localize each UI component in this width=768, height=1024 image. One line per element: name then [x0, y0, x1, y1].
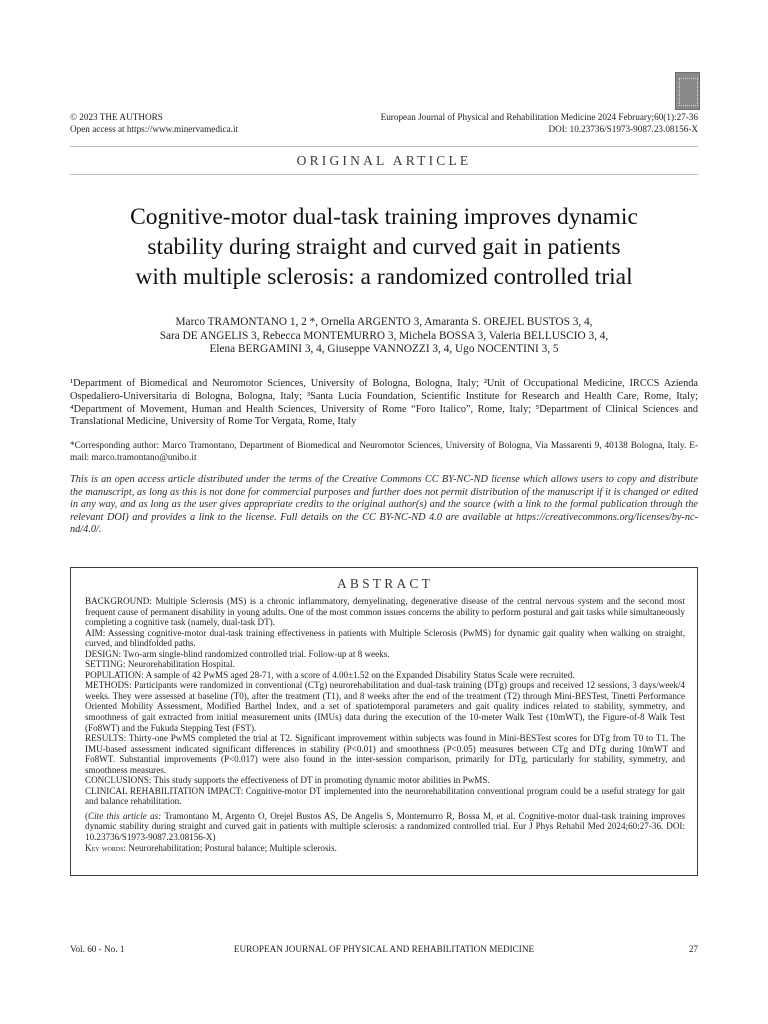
- article-title: [70, 202, 698, 292]
- title-line: Cognitive-motor dual-task training improves dynamic: [130, 204, 638, 230]
- keywords-label: Key words:: [85, 842, 127, 853]
- title-line: with multiple sclerosis: a randomized controlled trial: [135, 264, 633, 290]
- abstract-conclusions: CONCLUSIONS: This study supports the effectiveness of DT in promoting dynamic motor abilities in PwMS.: [85, 775, 490, 786]
- open-access-line[interactable]: Open access at https://www.minervamedica.it: [70, 123, 239, 134]
- citation: [85, 811, 685, 843]
- doi-line: DOI: 10.23736/S1973-9087.23.08156-X: [548, 123, 698, 134]
- abstract-body: [85, 596, 685, 853]
- journal-logo: [675, 72, 700, 110]
- footer-volume: Vol. 60 - No. 1: [70, 944, 125, 954]
- license-notice: This is an open access article distributed under the terms of the Creative Commons CC BY-NC-ND license which allows users to copy and distribute the manuscript, as long as this is not done for commercial purposes and further does not permit distribution of the manuscript if it is changed or edited in any way, and as long as the user gives appropriate credits to the original author(s) and the source (with a link to the formal publication through the relevant DOI) and provides a link to the license. Full details on the CC BY-NC-ND 4.0 are available at https://creativecommons.org/licenses/by-nc-nd/4.0/.: [70, 474, 698, 536]
- abstract-aim: AIM: Assessing cognitive-motor dual-task training effectiveness in patients with Multiple Sclerosis (PwMS) for dynamic gait quality when walking on straight, curved, and blindfolded paths.: [85, 627, 685, 649]
- corresponding-author: *Corresponding author: Marco Tramontano, Department of Biomedical and Neuromotor Sciences, University of Bologna, Via Massarenti 9, 40138 Bologna, Italy. E-mail: marco.tramontano@unibo.it: [70, 441, 698, 463]
- abstract-impact: CLINICAL REHABILITATION IMPACT: Cognitive-motor DT implemented into the neurorehabilitation conventional program could be a useful strategy for gait and balance rehabilitation.: [85, 785, 685, 807]
- abstract-population: POPULATION: A sample of 42 PwMS aged 28-71, with a score of 4.00±1.52 on the Expanded Disability Status Scale were recruited.: [85, 669, 575, 680]
- header-right: [381, 112, 698, 135]
- abstract-box: [70, 567, 698, 876]
- header-rule-bottom: [70, 174, 698, 175]
- copyright-line: © 2023 THE AUTHORS: [70, 112, 163, 122]
- author-list: [70, 316, 698, 357]
- affiliations: ¹Department of Biomedical and Neuromotor Sciences, University of Bologna, Bologna, Italy; ²Unit of Occupational Medicine, IRCCS Azienda Ospedaliero-Universitaria di Bologna, Bologna, Italy; ³Santa Lucia Foundation, Scientific Institute for Research and Health Care, Rome, Italy; ⁴Department of Movement, Human and Health Sciences, University of Rome “Foro Italico”, Rome, Italy; ⁵Department of Clinical Sciences and Translational Medicine, University of Rome Tor Vergata, Rome, Italy: [70, 378, 698, 428]
- citation-text: Tramontano M, Argento O, Orejel Bustos AS, De Angelis S, Montemurro R, Bossa M, et al. Cognitive-motor dual-task training improves dynamic stability during straight and curved gait in patients with multiple sclerosis: a randomized controlled trial. Eur J Phys Rehabil Med 2024;60:27-36. DOI: 10.23736/S1973-9087.23.08156-X): [85, 810, 685, 843]
- section-label: ORIGINAL ARTICLE: [296, 153, 472, 168]
- keywords: [85, 843, 685, 854]
- author-line: Marco TRAMONTANO 1, 2 *, Ornella ARGENTO 3, Amaranta S. OREJEL BUSTOS 3, 4,: [175, 316, 593, 328]
- citation-label: Cite this article as:: [88, 810, 162, 821]
- abstract-design: DESIGN: Two-arm single-blind randomized controlled trial. Follow-up at 8 weeks.: [85, 648, 390, 659]
- abstract-setting: SETTING: Neurorehabilitation Hospital.: [85, 659, 235, 670]
- title-line: stability during straight and curved gait in patients: [147, 234, 621, 260]
- page-number: 27: [688, 944, 698, 954]
- abstract-methods: METHODS: Participants were randomized in conventional (CTg) neurorehabilitation and dual-task training (DTg) groups and received 12 sessions, 3 days/week/4 weeks. They were assessed at baseline (T0), after the treatment (T1), and 8 weeks after the end of the treatment (T2) through Mini-BESTest, Tinetti Performance Oriented Mobility Assessment, Modified Barthel Index, and a set of spatiotemporal parameters and gait quality indices related to stability, symmetry, and smoothness of gait extracted from initial measurement units (IMUs) data during the execution of the 10-meter Walk Test (10mWT), the Figure-of-8 Walk Test (Fo8WT) and the Fukuda Stepping Test (FST).: [85, 680, 685, 733]
- abstract-results: RESULTS: Thirty-one PwMS completed the trial at T2. Significant improvement within subjects was found in Mini-BESTest scores for DTg from T0 to T1. The IMU-based assessment indicated significant differences in stability (P<0.01) and smoothness (P<0.05) measures between CTg and DTg during 10mWT and Fo8WT. Substantial improvements (P<0.017) were also found in the inter-session comparison, primarily for DTg, particularly for stability, symmetry, and smoothness measures.: [85, 733, 685, 775]
- header-left: [70, 112, 238, 135]
- keywords-text: Neurorehabilitation; Postural balance; Multiple sclerosis.: [128, 842, 337, 853]
- abstract-background: BACKGROUND: Multiple Sclerosis (MS) is a chronic inflammatory, demyelinating, degenerative disease of the central nervous system and the second most frequent cause of permanent disability in young adults. One of the most common issues concerns the ability to perform postural and gait tasks while simultaneously completing a cognitive task (namely, dual-task DT).: [85, 596, 685, 628]
- citation-open: (: [85, 810, 89, 821]
- abstract-heading: ABSTRACT: [336, 576, 434, 591]
- author-line: Elena BERGAMINI 3, 4, Giuseppe VANNOZZI 3, 4, Ugo NOCENTINI 3, 5: [209, 343, 559, 355]
- journal-reference: European Journal of Physical and Rehabilitation Medicine 2024 February;60(1):27-36: [380, 112, 698, 122]
- author-line: Sara DE ANGELIS 3, Rebecca MONTEMURRO 3, Michela BOSSA 3, Valeria BELLUSCIO 3, 4,: [159, 329, 609, 342]
- footer-journal: EUROPEAN JOURNAL OF PHYSICAL AND REHABILITATION MEDICINE: [233, 944, 535, 954]
- header-rule-top: [70, 146, 698, 147]
